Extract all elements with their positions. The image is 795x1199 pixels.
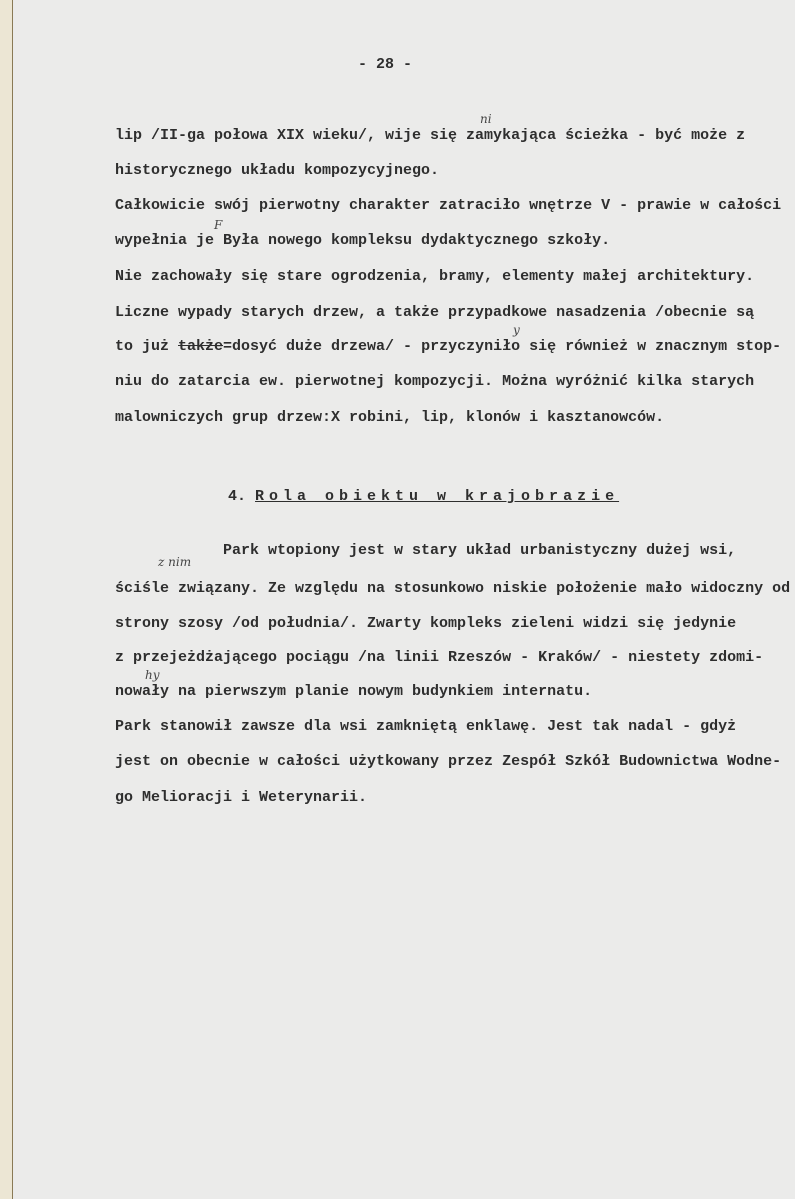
document-page — [13, 0, 795, 1199]
text-line: jest on obecnie w całości użytkowany przez Zespół Szkół Budownictwa Wodne- — [115, 753, 782, 770]
binding-edge — [0, 0, 13, 1199]
text-line: Nie zachowały się stare ogrodzenia, bramy, elementy małej architektury. — [115, 268, 755, 285]
text-line: Liczne wypady starych drzew, a także przypadkowe nasadzenia /obecnie są — [115, 304, 755, 321]
text-segment: to już — [115, 338, 179, 355]
struck-text: także — [178, 338, 224, 355]
text-line: ściśle związany. Ze względu na stosunkowo niskie położenie mało widoczny od — [115, 580, 791, 597]
text-line: Całkowicie swój pierwotny charakter zatraciło wnętrze V - prawie w całości — [115, 197, 782, 214]
text-line: strony szosy /od południa/. Zwarty kompleks zieleni widzi się jedynie — [115, 615, 737, 632]
text-line: lip /II-ga połowa XIX wieku/, wije się zamykająca ścieżka - być może z — [115, 127, 746, 144]
text-line: Park stanowił zawsze dla wsi zamkniętą enklawę. Jest tak nadal - gdyż — [115, 718, 737, 735]
handwritten-annotation: y — [513, 323, 520, 337]
heading-title: Rola obiektu w krajobrazie — [255, 488, 620, 505]
page-number: - 28 - — [358, 56, 413, 73]
section-heading — [228, 488, 619, 506]
text-line: go Melioracji i Weterynarii. — [115, 789, 368, 806]
handwritten-annotation: hy — [145, 668, 160, 682]
handwritten-annotation: z nim — [158, 555, 192, 569]
text-line: nowały na pierwszym planie nowym budynkiem internatu. — [115, 683, 593, 700]
text-line: z przejeżdżającego pociągu /na linii Rzeszów - Kraków/ - niestety zdomi- — [115, 649, 764, 666]
text-line — [115, 338, 781, 356]
text-line: Park wtopiony jest w stary układ urbanistyczny dużej wsi, — [115, 542, 737, 559]
text-line: malowniczych grup drzew:X robini, lip, klonów i kasztanowców. — [115, 409, 665, 426]
text-line: niu do zatarcia ew. pierwotnej kompozycji. Można wyróżnić kilka starych — [115, 373, 755, 390]
text-segment: =dosyć duże drzewa/ - przyczyniło się również w znacznym stop- — [223, 338, 782, 355]
text-line: historycznego układu kompozycyjnego. — [115, 162, 440, 179]
handwritten-annotation: F — [214, 218, 223, 232]
heading-number: 4. — [228, 488, 247, 505]
text-line: wypełnia je Była nowego kompleksu dydaktycznego szkoły. — [115, 232, 611, 249]
handwritten-annotation: ni — [480, 112, 492, 126]
